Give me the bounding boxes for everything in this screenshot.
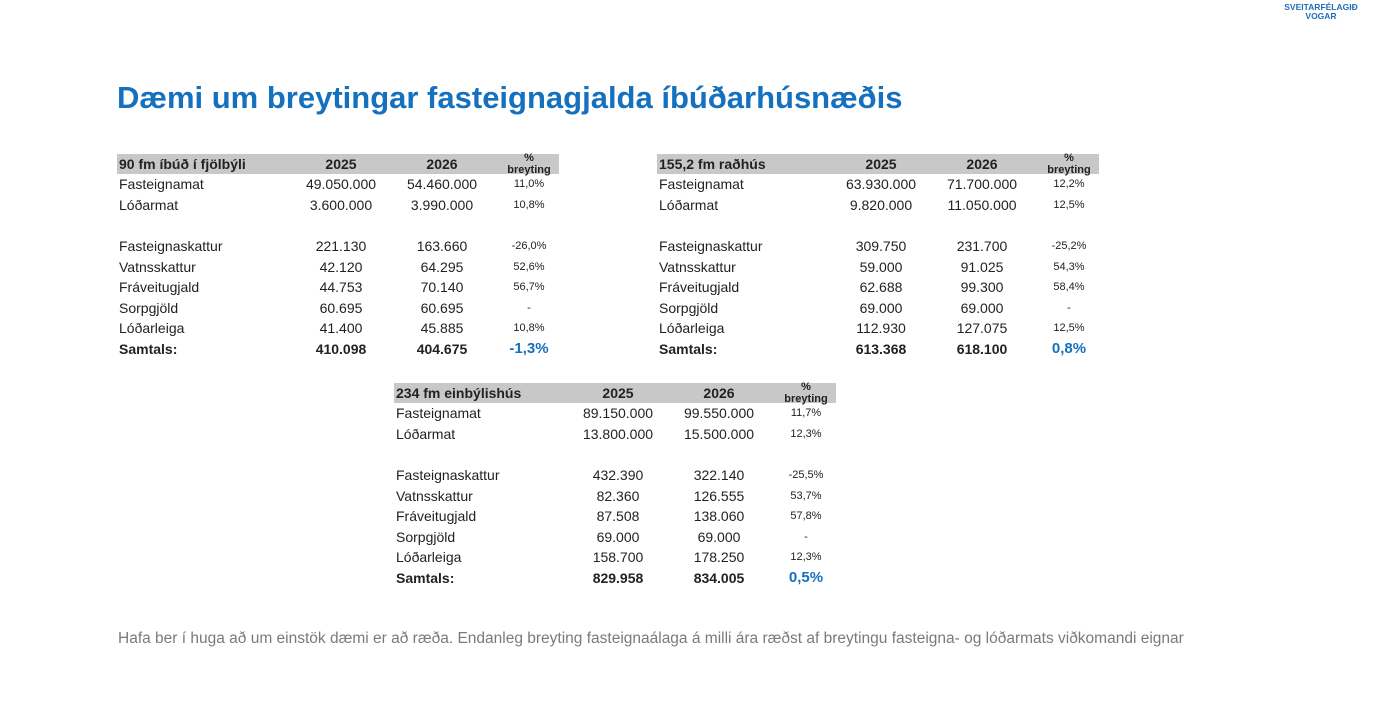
row-spacer xyxy=(117,215,559,236)
value-2025: 42.120 xyxy=(319,258,363,275)
value-2025: 69.000 xyxy=(859,299,903,316)
row-label: Fráveitugjald xyxy=(396,508,477,525)
percent-change: 12,5% xyxy=(1053,322,1085,335)
table-header xyxy=(394,383,836,403)
row-label: Fasteignamat xyxy=(119,176,204,193)
row-label: Lóðarleiga xyxy=(119,320,185,337)
percent-change: 52,6% xyxy=(513,260,545,273)
row-label: Fráveitugjald xyxy=(119,279,200,296)
value-2025: 44.753 xyxy=(319,279,363,296)
percent-change: - xyxy=(804,530,808,543)
percent-change: 12,3% xyxy=(790,427,822,440)
row-label: Sorpgjöld xyxy=(119,299,179,316)
value-2026: 2026 xyxy=(426,156,458,172)
row-label: Samtals: xyxy=(659,340,718,357)
value-2026: 618.100 xyxy=(956,340,1008,357)
value-2025: 62.688 xyxy=(859,279,903,296)
value-2025: 2025 xyxy=(602,385,634,401)
table-row xyxy=(117,174,559,195)
value-2025: 829.958 xyxy=(592,569,644,586)
row-label: 234 fm einbýlishús xyxy=(396,385,522,401)
value-2025: 2025 xyxy=(865,156,897,172)
value-2026: 60.695 xyxy=(420,299,464,316)
row-label: Sorpgjöld xyxy=(659,299,719,316)
value-2025: 49.050.000 xyxy=(305,176,377,193)
row-label: Fasteignaskattur xyxy=(659,238,763,255)
percent-change: 58,4% xyxy=(1053,281,1085,294)
value-2026: 91.025 xyxy=(960,258,1004,275)
percent-change: - xyxy=(1067,301,1071,314)
value-2026: 2026 xyxy=(966,156,998,172)
percent-change: -25,5% xyxy=(788,469,824,482)
value-2025: 2025 xyxy=(325,156,357,172)
value-2025: 69.000 xyxy=(596,528,640,545)
value-2026: 69.000 xyxy=(960,299,1004,316)
value-2026: 70.140 xyxy=(420,279,464,296)
percent-change: -26,0% xyxy=(511,240,547,253)
table-row xyxy=(657,318,1099,339)
table-detached-house xyxy=(394,383,836,588)
value-2025: 309.750 xyxy=(855,238,907,255)
row-label: 90 fm íbúð í fjölbýli xyxy=(119,156,246,172)
logo xyxy=(1280,3,1362,21)
value-2025: 82.360 xyxy=(596,487,640,504)
percent-change: 0,5% xyxy=(788,569,824,587)
value-2025: 432.390 xyxy=(592,467,644,484)
value-2025: 89.150.000 xyxy=(582,405,654,422)
row-label: Fasteignamat xyxy=(659,176,744,193)
percent-change: % breyting xyxy=(507,152,551,176)
table-header xyxy=(657,154,1099,174)
table-row xyxy=(394,403,836,424)
total-row xyxy=(657,339,1099,360)
value-2026: 834.005 xyxy=(693,569,745,586)
percent-change: 11,7% xyxy=(790,407,822,420)
value-2025: 9.820.000 xyxy=(849,196,913,213)
percent-change: 57,8% xyxy=(790,510,822,523)
table-row xyxy=(394,486,836,507)
value-2026: 231.700 xyxy=(956,238,1008,255)
value-2026: 127.075 xyxy=(956,320,1008,337)
value-2026: 45.885 xyxy=(420,320,464,337)
percent-change: - xyxy=(527,301,531,314)
row-spacer xyxy=(657,215,1099,236)
value-2026: 3.990.000 xyxy=(410,196,474,213)
table-row xyxy=(657,236,1099,257)
logo-line-2: VOGAR xyxy=(1305,11,1337,21)
percent-change: 12,2% xyxy=(1053,178,1085,191)
row-label: Fasteignamat xyxy=(396,405,481,422)
value-2026: 404.675 xyxy=(416,340,468,357)
row-label: Lóðarleiga xyxy=(659,320,725,337)
percent-change: 56,7% xyxy=(513,281,545,294)
value-2026: 15.500.000 xyxy=(683,425,755,442)
value-2025: 59.000 xyxy=(859,258,903,275)
table-row xyxy=(117,236,559,257)
total-row xyxy=(394,568,836,589)
value-2026: 54.460.000 xyxy=(406,176,478,193)
value-2026: 138.060 xyxy=(693,508,745,525)
value-2025: 87.508 xyxy=(596,508,640,525)
table-row xyxy=(117,277,559,298)
value-2026: 2026 xyxy=(703,385,735,401)
row-label: Lóðarleiga xyxy=(396,549,462,566)
row-label: Samtals: xyxy=(396,569,455,586)
percent-change: 10,8% xyxy=(513,198,545,211)
table-row xyxy=(657,257,1099,278)
value-2025: 410.098 xyxy=(315,340,367,357)
table-row xyxy=(657,298,1099,319)
value-2026: 71.700.000 xyxy=(946,176,1018,193)
table-row xyxy=(117,318,559,339)
value-2026: 99.550.000 xyxy=(683,405,755,422)
value-2025: 63.930.000 xyxy=(845,176,917,193)
table-row xyxy=(394,547,836,568)
value-2026: 163.660 xyxy=(416,238,468,255)
percent-change: 53,7% xyxy=(790,489,822,502)
row-label: 155,2 fm raðhús xyxy=(659,156,766,172)
percent-change: 12,5% xyxy=(1053,198,1085,211)
table-row xyxy=(657,195,1099,216)
row-label: Lóðarmat xyxy=(396,425,456,442)
table-row xyxy=(657,174,1099,195)
table-row xyxy=(394,424,836,445)
row-label: Sorpgjöld xyxy=(396,528,456,545)
row-label: Vatnsskattur xyxy=(396,487,473,504)
row-label: Fasteignaskattur xyxy=(396,467,500,484)
value-2025: 13.800.000 xyxy=(582,425,654,442)
table-row xyxy=(394,527,836,548)
percent-change: -25,2% xyxy=(1051,240,1087,253)
value-2025: 3.600.000 xyxy=(309,196,373,213)
row-label: Lóðarmat xyxy=(659,196,719,213)
table-row xyxy=(117,195,559,216)
table-townhouse xyxy=(657,154,1099,359)
logo-line-1: SVEITARFÉLAGIÐ xyxy=(1284,2,1358,12)
percent-change: % breyting xyxy=(1047,152,1091,176)
percent-change: -1,3% xyxy=(509,340,549,358)
percent-change: 10,8% xyxy=(513,322,545,335)
percent-change: 11,0% xyxy=(513,178,545,191)
value-2025: 158.700 xyxy=(592,549,644,566)
percent-change: 0,8% xyxy=(1051,340,1087,358)
page-title: Dæmi um breytingar fasteignagjalda íbúðarhúsnæðis xyxy=(117,80,903,115)
value-2026: 126.555 xyxy=(693,487,745,504)
value-2026: 69.000 xyxy=(697,528,741,545)
table-row xyxy=(394,465,836,486)
table-row xyxy=(117,298,559,319)
value-2026: 178.250 xyxy=(693,549,745,566)
value-2025: 41.400 xyxy=(319,320,363,337)
value-2025: 613.368 xyxy=(855,340,907,357)
footnote: Hafa ber í huga að um einstök dæmi er að ræða. Endanleg breyting fasteignaálaga á milli ára ræðst af breytingu fasteigna- og lóðarmats viðkomandi eignar xyxy=(118,630,1184,647)
row-label: Fasteignaskattur xyxy=(119,238,223,255)
table-row xyxy=(657,277,1099,298)
value-2025: 112.930 xyxy=(856,320,906,337)
value-2026: 11.050.000 xyxy=(947,196,1017,213)
table-row xyxy=(117,257,559,278)
row-label: Lóðarmat xyxy=(119,196,179,213)
row-label: Samtals: xyxy=(119,340,178,357)
value-2025: 60.695 xyxy=(319,299,363,316)
percent-change: 12,3% xyxy=(790,551,822,564)
value-2026: 322.140 xyxy=(693,467,745,484)
table-apartment xyxy=(117,154,559,359)
percent-change: 54,3% xyxy=(1053,260,1085,273)
row-label: Vatnsskattur xyxy=(119,258,196,275)
percent-change: % breyting xyxy=(784,381,828,405)
total-row xyxy=(117,339,559,360)
table-row xyxy=(394,506,836,527)
table-header xyxy=(117,154,559,174)
row-label: Fráveitugjald xyxy=(659,279,740,296)
value-2026: 99.300 xyxy=(960,279,1004,296)
row-label: Vatnsskattur xyxy=(659,258,736,275)
value-2025: 221.130 xyxy=(315,238,367,255)
row-spacer xyxy=(394,444,836,465)
value-2026: 64.295 xyxy=(420,258,464,275)
